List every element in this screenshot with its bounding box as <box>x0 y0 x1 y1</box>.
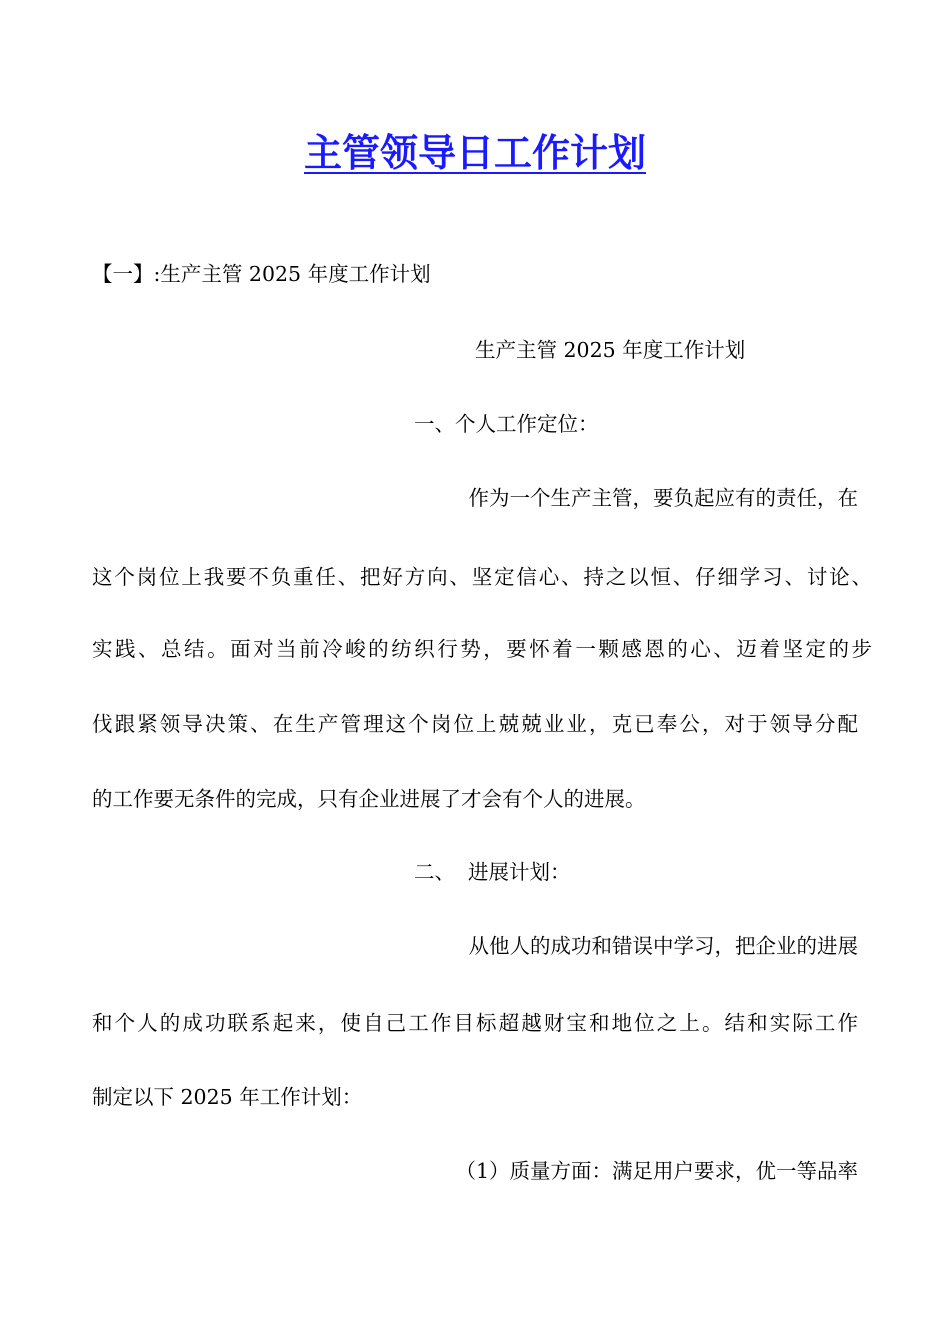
paragraph-line: 作为一个生产主管，要负起应有的责任，在 <box>468 486 858 510</box>
document-title: 主管领导日工作计划 <box>303 131 646 175</box>
heading-development-plan: 二、 进展计划： <box>414 860 571 884</box>
paragraph-line: 从他人的成功和错误中学习，把企业的进展 <box>468 934 858 958</box>
paragraph-line: 和个人的成功联系起来，使自己工作目标超越财宝和地位之上。结和实际工作 <box>92 1011 858 1035</box>
paragraph-line: 伐跟紧领导决策、在生产管理这个岗位上兢兢业业，克已奉公，对于领导分配 <box>92 712 858 736</box>
paragraph-line: 的工作要无条件的完成，只有企业进展了才会有个人的进展。 <box>92 787 646 811</box>
paragraph-line: 这个岗位上我要不负重任、把好方向、坚定信心、持之以恒、仔细学习、讨论、 <box>92 565 872 589</box>
subtitle: 生产主管 2025 年度工作计划 <box>475 338 746 362</box>
list-item: （1）质量方面：满足用户要求，优一等品率 <box>455 1159 858 1183</box>
paragraph-line: 制定以下 2025 年工作计划： <box>92 1085 363 1109</box>
section-heading: 【一】:生产主管 2025 年度工作计划 <box>92 262 431 286</box>
heading-personal-position: 一、个人工作定位： <box>414 412 599 436</box>
paragraph-line: 实践、总结。面对当前冷峻的纺织行势，要怀着一颗感恩的心、迈着坚定的步 <box>92 637 872 661</box>
